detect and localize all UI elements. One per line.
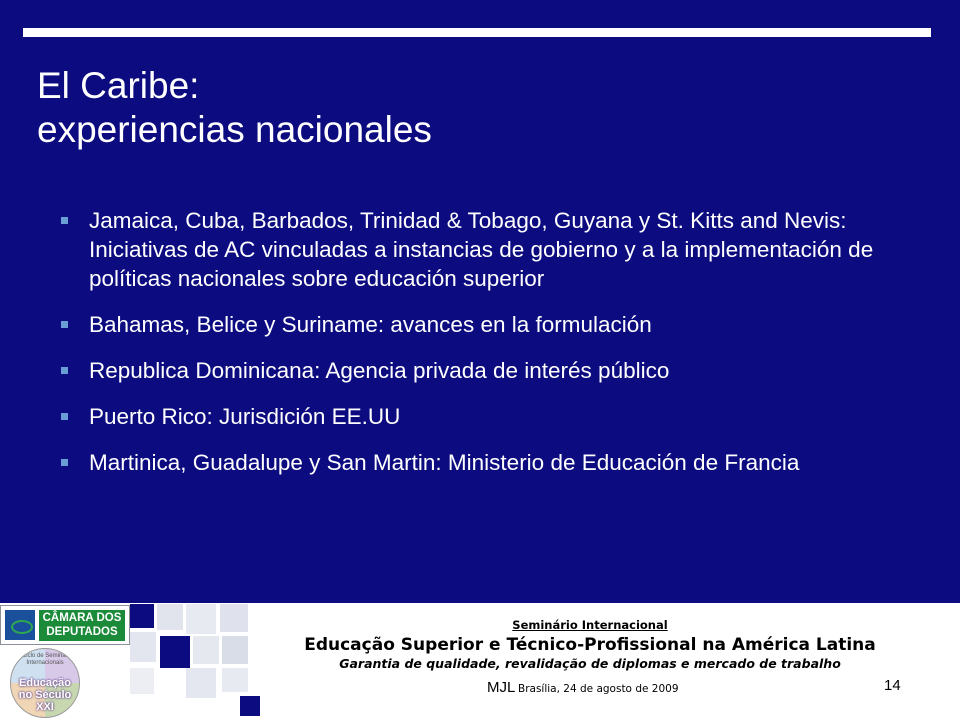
square-bullet-icon — [61, 459, 68, 466]
decor-square — [193, 636, 219, 664]
venue-date: Brasília, 24 de agosto de 2009 — [518, 683, 679, 695]
square-bullet-icon — [61, 321, 68, 328]
seminar-title: Educação Superior e Técnico-Profissional na América Latina — [304, 635, 876, 655]
author-initials: MJL — [487, 679, 516, 696]
slide-title — [37, 64, 917, 152]
camara-dos-deputados-logo — [0, 605, 130, 645]
page-number: 14 — [884, 677, 901, 694]
decor-square — [222, 636, 248, 664]
bullet-item — [60, 206, 920, 293]
decor-square — [130, 604, 154, 628]
camara-logo-line2: DEPUTADOS — [46, 626, 118, 638]
bullet-text: Republica Dominicana: Agencia privada de interés público — [89, 358, 670, 383]
slide-title-line2: experiencias nacionales — [37, 109, 432, 150]
slide-title-line1: El Caribe: — [37, 65, 200, 106]
bullet-item — [60, 448, 920, 477]
camara-logo-text — [39, 610, 125, 641]
educacao-logo-mark-line1: Educação — [19, 677, 71, 689]
decor-square — [240, 696, 260, 716]
decor-square — [186, 604, 216, 634]
seminar-info — [270, 618, 910, 672]
decor-square — [130, 632, 156, 662]
bullet-list — [60, 206, 920, 494]
bullet-item — [60, 402, 920, 431]
brazil-flag-icon — [5, 610, 35, 640]
educacao-logo-mark-line2: no Século XXI — [18, 689, 72, 713]
bullet-item — [60, 356, 920, 385]
educacao-seculo-xxi-logo — [10, 648, 80, 718]
seminar-label: Seminário Internacional — [512, 618, 668, 632]
decor-square — [222, 668, 248, 692]
decor-square — [157, 604, 183, 630]
bullet-text: Puerto Rico: Jurisdición EE.UU — [89, 404, 401, 429]
bullet-text: Jamaica, Cuba, Barbados, Trinidad & Tobago, Guyana y St. Kitts and Nevis: Iniciativas de AC vinculadas a instancias de gobierno y a la implementación de políticas nacionales sobre educación superior — [89, 208, 874, 291]
decor-square — [130, 668, 154, 694]
decor-square — [160, 636, 190, 668]
educacao-logo-mark — [17, 677, 73, 713]
educacao-logo-ring-text: 1º Ciclo de Seminários Internacionais — [14, 653, 76, 666]
seminar-subtitle: Garantia de qualidade, revalidação de diplomas e mercado de trabalho — [339, 656, 841, 671]
decor-square — [220, 604, 248, 632]
top-rule — [23, 28, 931, 37]
decor-square — [186, 668, 216, 698]
bullet-text: Bahamas, Belice y Suriname: avances en la formulación — [89, 312, 652, 337]
camara-logo-line1: CÂMARA DOS — [42, 612, 122, 624]
bullet-text: Martinica, Guadalupe y San Martin: Ministerio de Educación de Francia — [89, 450, 800, 475]
square-bullet-icon — [61, 367, 68, 374]
bullet-item — [60, 310, 920, 339]
footer-rule — [0, 600, 960, 603]
square-bullet-icon — [61, 413, 68, 420]
square-bullet-icon — [61, 217, 68, 224]
